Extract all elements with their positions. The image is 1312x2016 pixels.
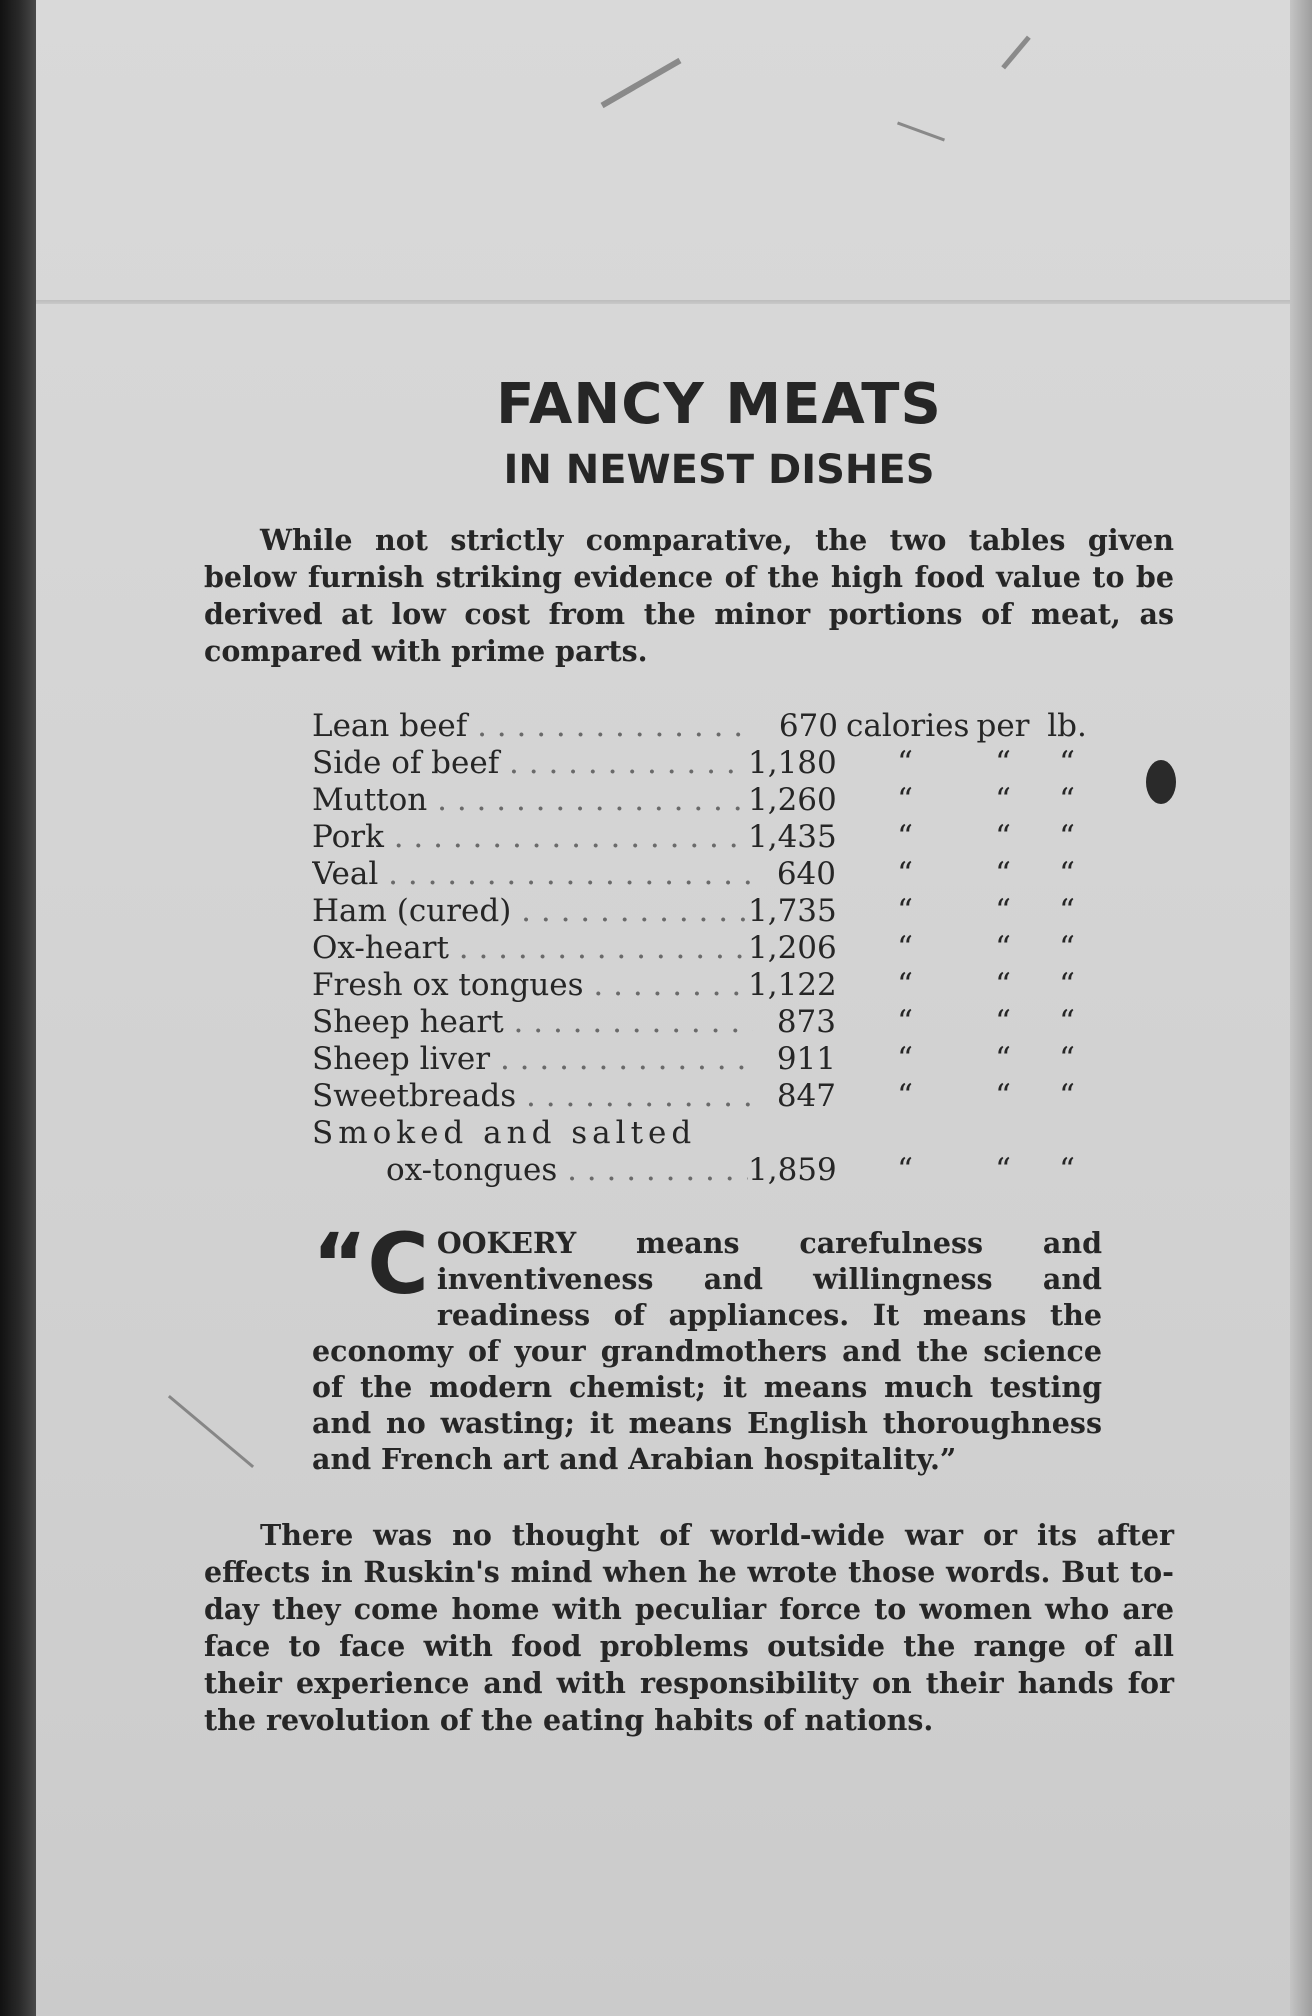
table-unit: “ [897,1041,913,1077]
quote-text: OOKERY means carefulness and inventiveness and willingness and readiness of appliances. It means the economy of your grandmothers and the science of the modern chemist; it means much testing and no wasting; it means English thoroughness and French art and Arabian hospitality.” [312,1226,1102,1476]
table-row [312,1004,1092,1041]
table-unit: “ [995,856,1011,892]
table-value: 1,206 [748,930,837,966]
table-value: 911 [776,1041,836,1077]
table-unit: “ [995,1152,1011,1188]
table-row [312,745,1092,782]
table-item: Sheep heart . . . [312,1004,753,1041]
table-unit: “ [1059,967,1075,1003]
scratch-mark [601,58,682,108]
table-unit: calories [846,708,970,744]
table-unit: “ [897,782,913,818]
film-edge-left [0,0,36,2016]
table-unit: “ [1059,1004,1075,1040]
table-value: 670 [778,708,838,744]
table-value: 1,180 [748,745,837,781]
table-unit: lb. [1047,708,1087,744]
fold-line [36,300,1312,304]
scratch-mark [897,122,945,142]
table-unit: “ [897,893,913,929]
drop-cap [312,1215,429,1313]
ruskin-quote [312,1215,1102,1477]
table-item: Mutton . . . [312,782,748,819]
table-value: 1,260 [748,782,837,818]
table-unit: “ [995,967,1011,1003]
article [204,370,1174,1739]
table-item: Ox-heart . . . [312,930,748,967]
table-unit: “ [897,967,913,1003]
table-unit: “ [1059,782,1075,818]
table-row [312,1152,1092,1189]
table-item: Side of beef . . . [312,745,748,782]
scratch-mark [1001,36,1031,70]
intro-paragraph: While not strictly comparative, the two tables given below furnish striking evidence of the high food value to be derived at low cost from the minor portions of meat, as compared with prime parts. [204,523,1174,668]
page-title: FANCY MEATS [496,372,942,437]
table-value: 847 [776,1078,836,1114]
table-unit: “ [897,1078,913,1114]
table-item: Ham (cured) . . . [312,893,748,930]
table-row [312,930,1092,967]
table-item: Veal . . . [312,856,753,893]
table-unit: “ [897,819,913,855]
table-row [312,856,1092,893]
page-subtitle: IN NEWEST DISHES [503,447,935,493]
closing-paragraph: There was no thought of world-wide war or its after effects in Ruskin's mind when he wrote those words. But to-day they come home with peculiar force to women who are face to face with food problems outside the range of all their experience and with responsibility on their hands for the revolution of the eating habits of nations. [204,1518,1174,1737]
table-item: Smoked and salted [312,1115,697,1151]
calorie-table [312,708,1092,1189]
table-unit: “ [897,1152,913,1188]
table-item: Pork . . . [312,819,748,856]
table-unit: “ [897,930,913,966]
table-unit: “ [995,745,1011,781]
table-row [312,708,1092,745]
table-value: 1,859 [748,1152,837,1188]
table-unit: “ [897,1004,913,1040]
table-unit: “ [995,782,1011,818]
document-page [36,0,1312,2016]
table-unit: per [976,708,1030,744]
table-value: 1,122 [748,967,837,1003]
quote-open-mark: “ [312,1215,368,1313]
page-right-edge [1290,0,1312,2016]
table-unit: “ [995,819,1011,855]
table-unit: “ [995,930,1011,966]
table-unit: “ [897,745,913,781]
table-unit: “ [897,856,913,892]
table-row [312,819,1092,856]
table-unit: “ [1059,745,1075,781]
table-unit: “ [995,1004,1011,1040]
table-unit: “ [1059,1078,1075,1114]
table-row [312,1115,1092,1152]
table-item: Lean beef . . . [312,708,755,745]
table-value: 873 [776,1004,836,1040]
drop-cap-letter: C [367,1215,429,1313]
table-unit: “ [995,893,1011,929]
table-row [312,967,1092,1004]
table-unit: “ [1059,856,1075,892]
table-item: ox-tongues . . . [312,1152,748,1189]
table-unit: “ [1059,893,1075,929]
table-unit: “ [995,1078,1011,1114]
table-item: Sheep liver . . . [312,1041,753,1078]
table-value: 1,735 [748,893,837,929]
table-row [312,1041,1092,1078]
table-unit: “ [1059,1152,1075,1188]
table-unit: “ [995,1041,1011,1077]
table-value: 640 [776,856,836,892]
table-row [312,1078,1092,1115]
table-row [312,782,1092,819]
table-row [312,893,1092,930]
table-unit: “ [1059,1041,1075,1077]
table-unit: “ [1059,819,1075,855]
table-item: Sweetbreads . . . [312,1078,753,1115]
table-unit: “ [1059,930,1075,966]
table-value: 1,435 [748,819,837,855]
table-item: Fresh ox tongues . . . [312,967,748,1004]
